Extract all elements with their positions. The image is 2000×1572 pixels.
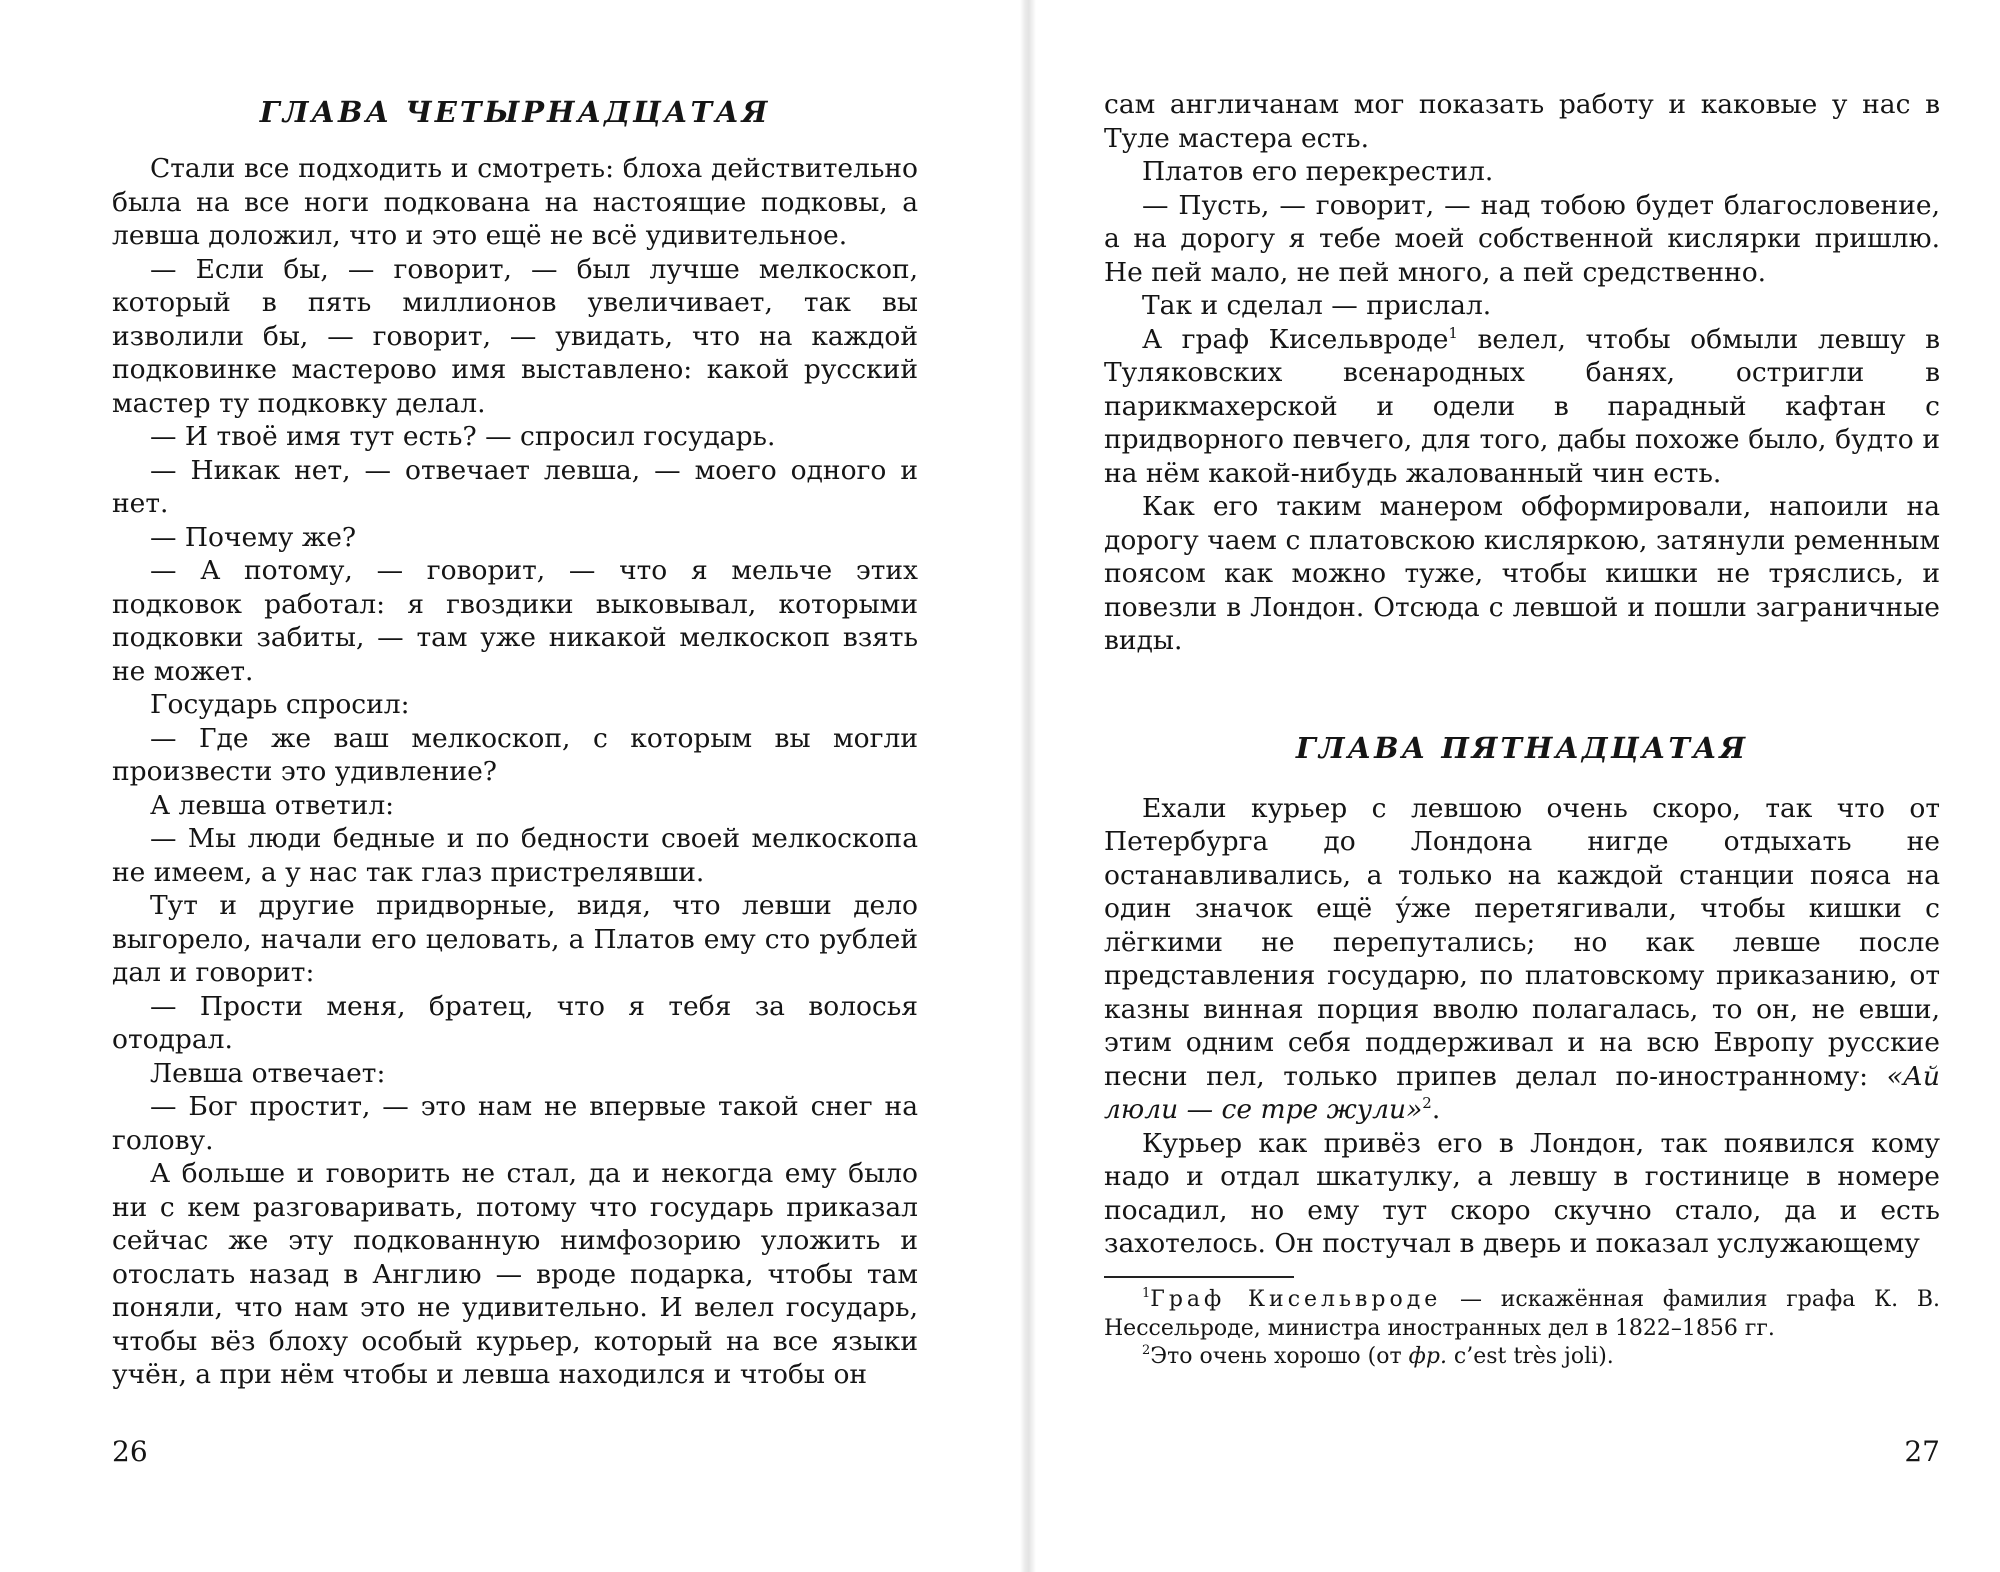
paragraph: Стали все подходить и смотреть: блоха действительно была на все ноги подкована на настоящие подковы, а левша доложил, что и это ещё не всё удивительное. xyxy=(112,153,918,251)
footnote-text: c’est très joli). xyxy=(1446,1344,1614,1369)
paragraph-with-footnote xyxy=(1104,323,1940,491)
paragraph: — Пусть, — говорит, — над тобою будет благословение, а на дорогу я тебе моей собственной кислярки пришлю. Не пей мало, не пей много, а пей средственно. xyxy=(1104,189,1940,288)
page-number-left: 26 xyxy=(112,1435,148,1468)
paragraph: А больше и говорить не стал, да и некогда ему было ни с кем разговаривать, потому что государь приказал сейчас же эту подкованную нимфозорию уложить и отослать назад в Англию — вроде подарка, чтобы там поняли, что нам это не удивительно. И велел государь, чтобы вёз блоху особый курьер, который на все языки учён, а при нём чтобы и левша находился и чтобы он xyxy=(112,1158,918,1390)
paragraph: — Прости меня, братец, что я тебя за волосья отодрал. xyxy=(112,990,918,1055)
paragraph: Тут и другие придворные, видя, что левши дело выгорело, начали его целовать, а Платов ему сто рублей дал и говорит: xyxy=(112,890,918,988)
song-refrain: «Ай люли — се тре жули» xyxy=(1104,1060,1940,1125)
page-number-right: 27 xyxy=(1904,1435,1940,1468)
paragraph: Курьер как привёз его в Лондон, так появился кому надо и отдал шкатулку, а левшу в гостинице в номере посадил, но ему тут скоро скучно стало, да и есть захотелось. Он постучал в дверь и показал услужающему xyxy=(1104,1127,1940,1259)
paragraph-text: . xyxy=(1431,1094,1441,1125)
footnote-2 xyxy=(1104,1343,1940,1372)
paragraph: Государь спросил: xyxy=(150,689,410,720)
footnotes xyxy=(1104,1276,1940,1372)
footnote-rule xyxy=(1104,1276,1294,1278)
footnote-ref-2: 2 xyxy=(1422,1094,1432,1112)
paragraph: Левша отвечает: xyxy=(150,1057,386,1089)
right-text-column xyxy=(1104,88,1940,1261)
continued-paragraph: сам англичанам мог показать работу и каковые у нас в Туле мастера есть. xyxy=(1104,89,1940,154)
paragraph-text: велел, чтобы обмыли левшу в Туляковских всенародных банях, остригли в парикмахерской и одели в парадный кафтан с придворного певчего, для того, дабы похоже было, будто и на нём какой-нибудь жалованный чин есть. xyxy=(1104,323,1940,489)
paragraph: — Мы люди бедные и по бедности своей мелкоскопа не имеем, а у нас так глаз пристрелявши. xyxy=(112,823,918,888)
paragraph-with-song xyxy=(1104,792,1940,1127)
footnote-mark: 2 xyxy=(1142,1343,1151,1358)
footnote-abbr: фр. xyxy=(1408,1344,1447,1369)
paragraph: — Где же ваш мелкоскоп, с которым вы могли произвести это удивление? xyxy=(112,722,918,787)
footnote-1 xyxy=(1104,1286,1940,1343)
paragraph: Платов его перекрестил. xyxy=(1142,156,1494,187)
paragraph: Как его таким манером обформировали, напоили на дорогу чаем с платовскою кисляркою, затянули ременным поясом как можно туже, чтобы кишки не тряслись, и повезли в Лондон. Отсюда с левшой и пошли заграничные виды. xyxy=(1104,491,1940,656)
paragraph: А левша ответил: xyxy=(150,789,395,821)
left-text-column xyxy=(112,152,918,1392)
chapter-heading-14: ГЛАВА ЧЕТЫРНАДЦАТАЯ xyxy=(259,95,771,129)
paragraph-text: А граф Кисельвроде xyxy=(1142,323,1449,355)
chapter-heading-15: ГЛАВА ПЯТНАДЦАТАЯ xyxy=(1295,730,1749,765)
paragraph: — Бог простит, — это нам не впервые такой снег на голову. xyxy=(112,1091,918,1156)
paragraph: — Почему же? xyxy=(150,521,357,553)
footnote-term: Граф Кисельвроде xyxy=(1150,1287,1442,1312)
footnote-mark: 1 xyxy=(1142,1286,1151,1301)
footnote-text: — искажённая фамилия графа К. В. Нессельроде, министра иностранных дел в 1822–1856 гг. xyxy=(1104,1287,1940,1341)
paragraph: — А потому, — говорит, — что я мельче этих подковок работал: я гвоздики выковывал, которыми подковки забиты, — там уже никакой мелкоскоп взять не может. xyxy=(112,555,918,687)
paragraph: — Никак нет, — отвечает левша, — моего одного и нет. xyxy=(112,454,918,519)
book-gutter xyxy=(1020,0,1036,1572)
paragraph: Так и сделал — прислал. xyxy=(1142,290,1492,321)
paragraph: — И твоё имя тут есть? — спросил государь. xyxy=(150,421,776,452)
paragraph: — Если бы, — говорит, — был лучше мелкоскоп, который в пять миллионов увеличивает, так вы изволили бы, — говорит, — увидать, что на каждой подковинке мастерово имя выставлено: какой русский мастер ту подковку делал. xyxy=(112,253,918,419)
footnote-text: Это очень хорошо (от xyxy=(1150,1344,1409,1369)
paragraph-text: Ехали курьер с левшою очень скоро, так что от Петербурга до Лондона нигде отдыхать не останавливались, а только на каждой станции пояса на один значок ещё у́же перетягивали, чтобы кишки с лёгкими не перепутались; но как левше после представления государю, по платовскому приказанию, от казны винная порция вволю полагалась, то он, не евши, этим одним себя поддерживал и на всю Европу русские песни пел, только припев делал по-иностранному: xyxy=(1104,792,1940,1092)
right-page xyxy=(1036,0,2000,1572)
footnote-ref-1: 1 xyxy=(1448,323,1458,342)
